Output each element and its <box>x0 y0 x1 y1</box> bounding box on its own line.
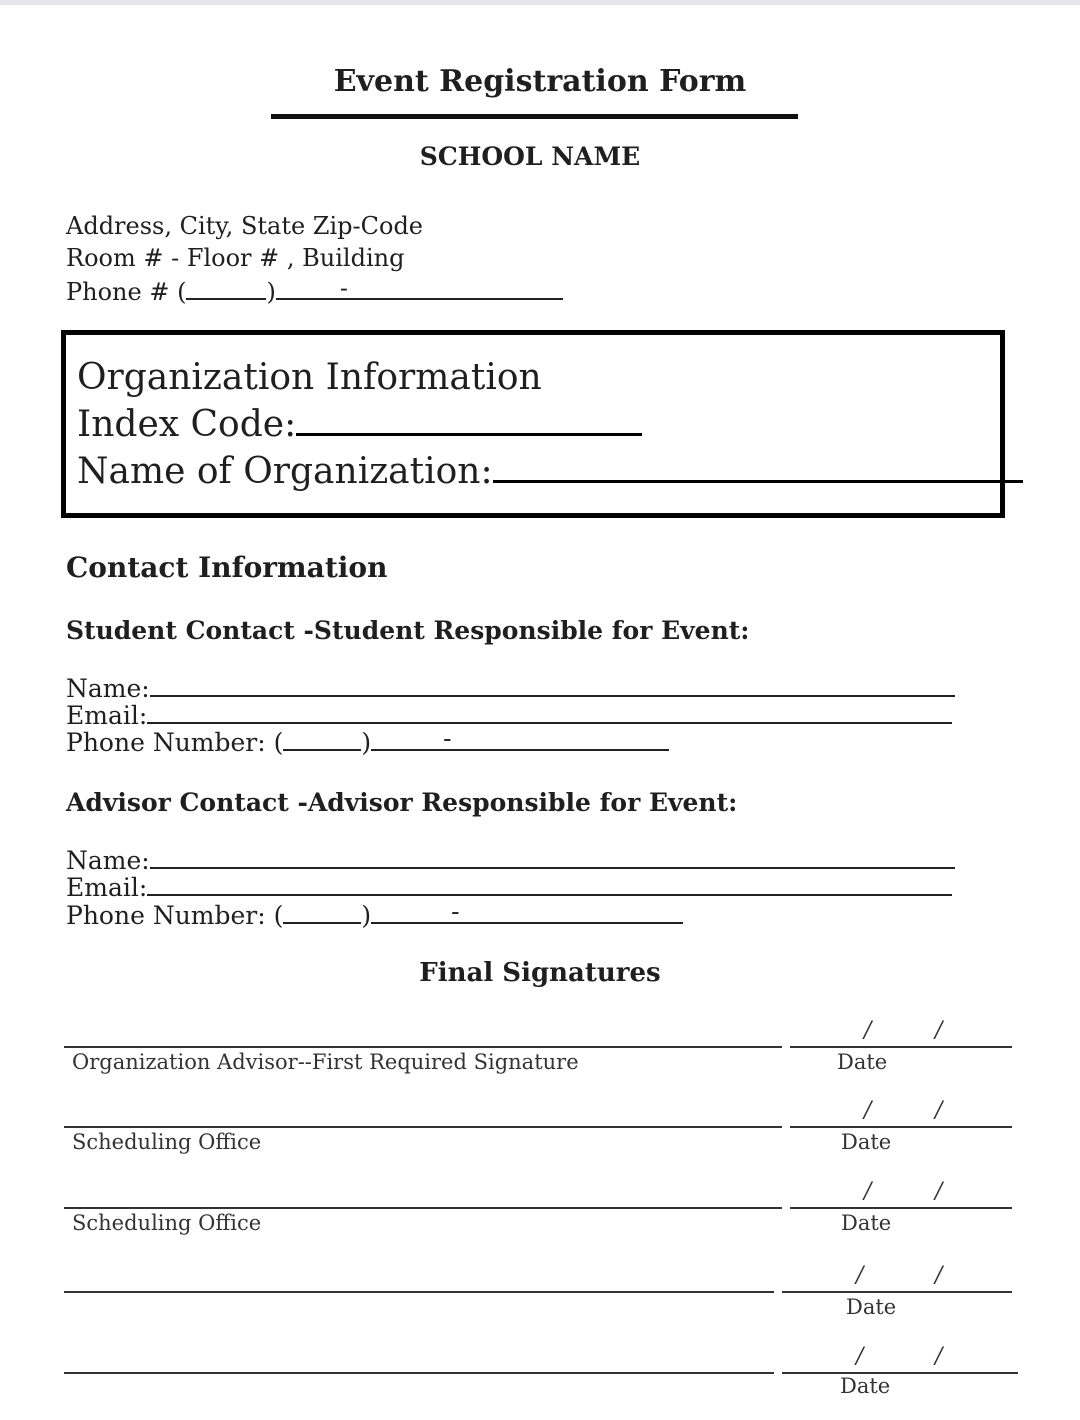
signature-line[interactable] <box>64 1291 774 1293</box>
final-signatures-heading: Final Signatures <box>419 958 661 988</box>
title-underline <box>271 114 798 119</box>
organization-name-field[interactable] <box>493 448 1023 483</box>
advisor-phone-dash: - <box>451 897 460 926</box>
advisor-name-label: Name: <box>66 846 150 875</box>
date-slash: / <box>864 1179 872 1204</box>
date-label: Date <box>840 1374 891 1398</box>
advisor-email-field[interactable] <box>147 874 952 896</box>
date-slash: / <box>864 1018 872 1043</box>
date-line[interactable] <box>790 1207 1012 1209</box>
advisor-phone-label: Phone Number: ( <box>66 901 284 930</box>
phone-prefix-blank[interactable] <box>276 274 348 300</box>
student-email-label: Email: <box>66 701 148 730</box>
student-name-field[interactable] <box>150 675 955 697</box>
index-code-label: Index Code: <box>77 404 297 445</box>
date-label: Date <box>837 1050 888 1074</box>
student-name-label: Name: <box>66 674 150 703</box>
date-label: Date <box>841 1130 892 1154</box>
date-slash: / <box>935 1344 943 1369</box>
student-name-row <box>66 675 955 702</box>
advisor-name-row <box>66 847 955 874</box>
phone-area-open: ( <box>177 278 187 306</box>
phone-number-blank[interactable] <box>348 274 563 300</box>
student-contact-heading: Student Contact -Student Responsible for Event: <box>66 616 750 645</box>
date-label: Date <box>846 1295 897 1319</box>
organization-name-row <box>77 448 1023 495</box>
date-slash: / <box>935 1179 943 1204</box>
date-line[interactable] <box>790 1046 1012 1048</box>
signature-label: Scheduling Office <box>72 1130 262 1154</box>
advisor-name-field[interactable] <box>150 847 955 869</box>
signature-line[interactable] <box>64 1207 782 1209</box>
date-line[interactable] <box>782 1291 1012 1293</box>
phone-area-blank[interactable] <box>186 274 266 300</box>
student-email-field[interactable] <box>147 702 952 724</box>
student-email-row <box>66 702 952 729</box>
date-line[interactable] <box>782 1372 1018 1374</box>
index-code-row <box>77 401 642 448</box>
date-line[interactable] <box>790 1126 1012 1128</box>
advisor-phone-area[interactable] <box>283 902 361 924</box>
top-scrollbar-strip <box>0 0 1080 5</box>
advisor-phone-row <box>66 897 683 930</box>
signature-line[interactable] <box>64 1372 774 1374</box>
student-phone-dash: - <box>443 724 452 753</box>
student-phone-row <box>66 724 669 757</box>
signature-line[interactable] <box>64 1046 782 1048</box>
signature-line[interactable] <box>64 1126 782 1128</box>
date-label: Date <box>841 1211 892 1235</box>
room-line: Room # - Floor # , Building <box>66 244 405 272</box>
student-phone-close: ) <box>361 728 372 757</box>
student-phone-number[interactable] <box>371 724 669 753</box>
phone-line <box>66 274 563 308</box>
date-slash: / <box>856 1344 864 1369</box>
student-phone-area[interactable] <box>283 729 361 751</box>
address-line: Address, City, State Zip-Code <box>66 212 424 240</box>
phone-label: Phone # <box>66 278 170 306</box>
school-name: SCHOOL NAME <box>419 142 641 171</box>
advisor-phone-close: ) <box>361 901 372 930</box>
signature-label: Scheduling Office <box>72 1211 262 1235</box>
organization-name-label: Name of Organization: <box>77 451 493 492</box>
form-title: Event Registration Form <box>333 64 747 99</box>
advisor-phone-number[interactable] <box>371 897 683 926</box>
date-slash: / <box>856 1263 864 1288</box>
date-slash: / <box>935 1018 943 1043</box>
student-phone-label: Phone Number: ( <box>66 728 284 757</box>
advisor-email-row <box>66 874 952 901</box>
phone-dash: - <box>339 274 348 302</box>
advisor-contact-heading: Advisor Contact -Advisor Responsible for Event: <box>66 788 738 817</box>
contact-heading: Contact Information <box>66 551 388 584</box>
date-slash: / <box>935 1263 943 1288</box>
index-code-field[interactable] <box>296 401 642 436</box>
organization-heading: Organization Information <box>77 357 542 398</box>
advisor-email-label: Email: <box>66 873 148 902</box>
date-slash: / <box>864 1098 872 1123</box>
signature-label: Organization Advisor--First Required Signature <box>72 1050 579 1074</box>
phone-area-close: ) <box>266 278 276 306</box>
date-slash: / <box>935 1098 943 1123</box>
